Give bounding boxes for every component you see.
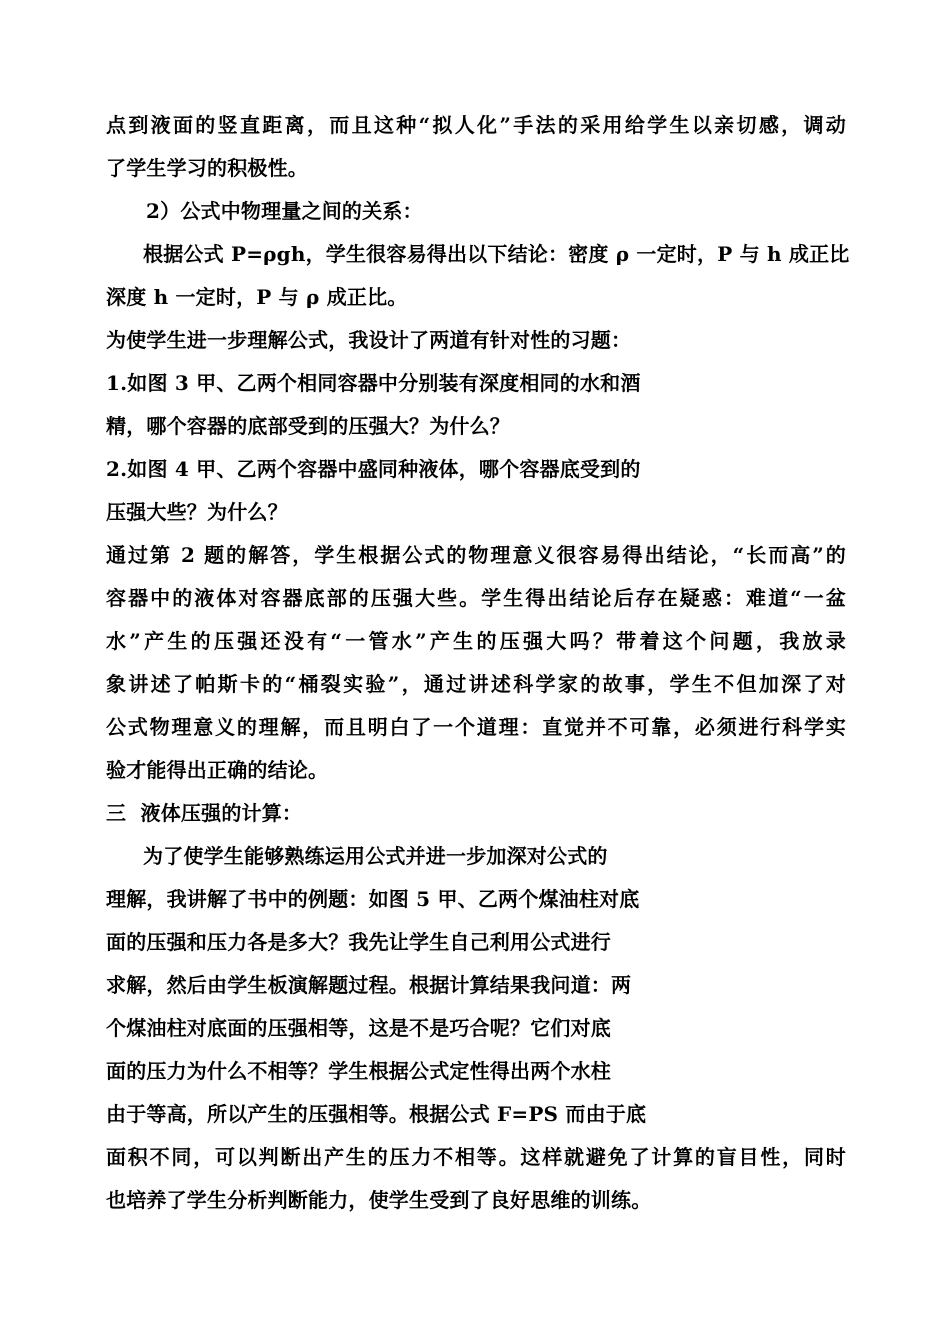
text-line: 精，哪个容器的底部受到的压强大？为什么？	[106, 414, 510, 438]
text-line: 面积不同，可以判断出产生的压力不相等。这样就避免了计算的盲目性，同时	[106, 1145, 846, 1169]
text-line: 1.如图 3 甲、乙两个相同容器中分别装有深度相同的水和酒	[106, 371, 641, 395]
text-line: 压强大些？为什么？	[106, 500, 288, 524]
text-line: 了学生学习的积极性。	[106, 156, 308, 180]
text-line: 象讲述了帕斯卡的“桶裂实验”，通过讲述科学家的故事，学生不但加深了对	[106, 672, 846, 696]
text-line: 由于等高，所以产生的压强相等。根据公式 F=PS 而由于底	[106, 1102, 647, 1126]
text-line: 面的压强和压力各是多大？我先让学生自己利用公式进行	[106, 930, 611, 954]
text-line: 根据公式 P=ρgh，学生很容易得出以下结论：密度 ρ 一定时，P 与 h 成正比	[143, 242, 850, 266]
text-line: 验才能得出正确的结论。	[106, 758, 329, 782]
text-line: 面的压力为什么不相等？学生根据公式定性得出两个水柱	[106, 1059, 611, 1083]
text-line: 通过第 2 题的解答，学生根据公式的物理意义很容易得出结论，“长而高”的	[106, 543, 846, 567]
text-line: 水”产生的压强还没有“一管水”产生的压强大吗？带着这个问题，我放录	[106, 629, 846, 653]
text-line: 也培养了学生分析判断能力，使学生受到了良好思维的训练。	[106, 1188, 652, 1212]
text-line: 求解，然后由学生板演解题过程。根据计算结果我问道：两	[106, 973, 632, 997]
text-line: 深度 h 一定时，P 与 ρ 成正比。	[106, 285, 408, 309]
text-line: 容器中的液体对容器底部的压强大些。学生得出结论后存在疑惑：难道“一盆	[106, 586, 846, 610]
text-line: 为使学生进一步理解公式，我设计了两道有针对性的习题：	[106, 328, 632, 352]
text-line: 点到液面的竖直距离，而且这种“拟人化”手法的采用给学生以亲切感，调动	[106, 113, 846, 137]
text-line: 2）公式中物理量之间的关系：	[146, 199, 423, 223]
section-heading: 三 液体压强的计算：	[106, 801, 303, 825]
text-line: 为了使学生能够熟练运用公式并进一步加深对公式的	[143, 844, 608, 868]
text-line: 2.如图 4 甲、乙两个容器中盛同种液体，哪个容器底受到的	[106, 457, 641, 481]
text-line: 理解，我讲解了书中的例题：如图 5 甲、乙两个煤油柱对底	[106, 887, 640, 911]
text-line: 个煤油柱对底面的压强相等，这是不是巧合呢？它们对底	[106, 1016, 611, 1040]
text-line: 公式物理意义的理解，而且明白了一个道理：直觉并不可靠，必须进行科学实	[106, 715, 846, 739]
